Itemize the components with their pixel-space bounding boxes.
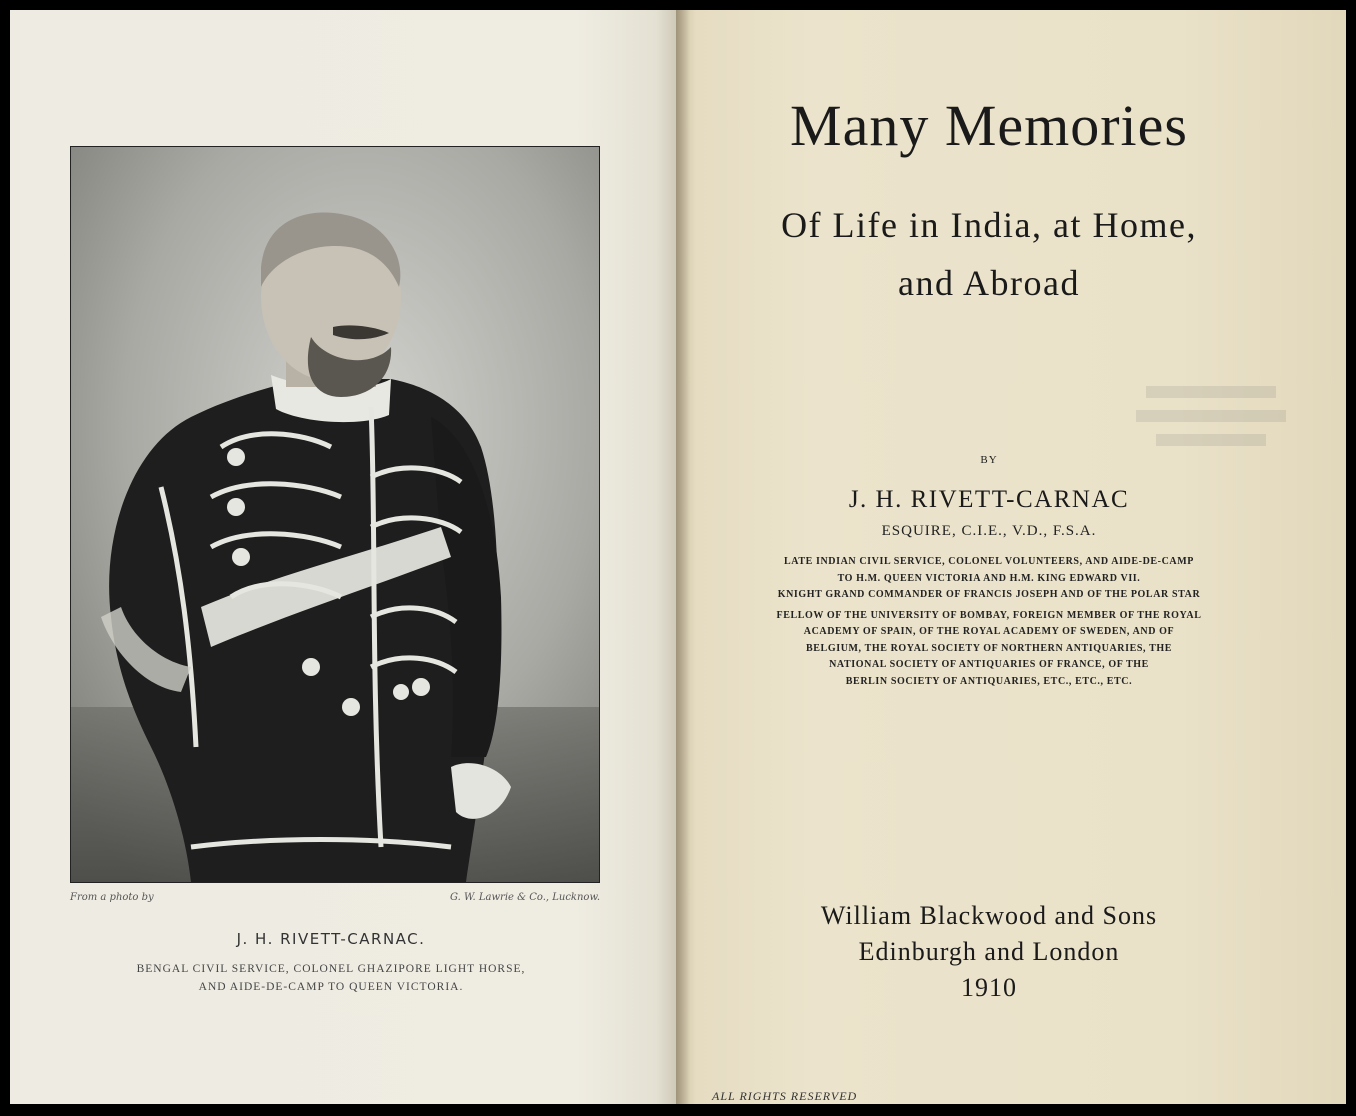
author-name: J. H. RIVETT-CARNAC [848, 486, 1130, 513]
caption-line: BENGAL CIVIL SERVICE, COLONEL GHAZIPORE LIGHT HORSE, [136, 963, 526, 975]
portrait-caption-name: J. H. RIVETT-CARNAC. [236, 930, 426, 948]
photo-credit-left: From a photo by [70, 892, 154, 903]
title-page [676, 10, 1346, 1104]
bio-line: BERLIN SOCIETY OF ANTIQUARIES, ETC., ETC., ETC. [845, 675, 1133, 687]
book-title: Many Memories [790, 93, 1188, 158]
frontispiece-page [10, 10, 676, 1104]
publication-year: 1910 [961, 973, 1017, 1002]
publisher-location: Edinburgh and London [858, 937, 1120, 966]
portrait-caption-description [10, 960, 652, 996]
subtitle-line: and Abroad [898, 263, 1080, 303]
bio-line: BELGIUM, THE ROYAL SOCIETY OF NORTHERN ANTIQUARIES, THE [806, 642, 1172, 654]
subtitle-line: Of Life in India, at Home, [781, 205, 1197, 245]
bio-line: KNIGHT GRAND COMMANDER OF FRANCIS JOSEPH AND OF THE POLAR STAR [777, 589, 1201, 600]
bio-line: ACADEMY OF SPAIN, OF THE ROYAL ACADEMY OF SWEDEN, AND OF [803, 626, 1175, 637]
bio-line: NATIONAL SOCIETY OF ANTIQUARIES OF FRANCE, OF THE [829, 659, 1149, 670]
caption-line: AND AIDE-DE-CAMP TO QUEEN VICTORIA. [198, 981, 464, 993]
book-spread [10, 10, 1346, 1104]
bio-line: TO H.M. QUEEN VICTORIA AND H.M. KING EDWARD VII. [837, 572, 1141, 584]
photo-credit-right: G. W. Lawrie & Co., Lucknow. [450, 892, 600, 903]
bleed-through-stamp [1136, 376, 1286, 466]
by-label: BY [980, 454, 998, 466]
author-honours: ESQUIRE, C.I.E., V.D., F.S.A. [881, 523, 1097, 539]
bio-line: LATE INDIAN CIVIL SERVICE, COLONEL VOLUNTEERS, AND AIDE-DE-CAMP [783, 556, 1194, 567]
publisher-imprint [676, 898, 1302, 1006]
author-biography [676, 554, 1302, 690]
publisher-name: William Blackwood and Sons [820, 901, 1158, 930]
book-subtitle [676, 196, 1302, 312]
portrait-photograph [70, 146, 600, 883]
bio-line: FELLOW OF THE UNIVERSITY OF BOMBAY, FOREIGN MEMBER OF THE ROYAL [776, 609, 1202, 621]
rights-notice: ALL RIGHTS RESERVED [712, 1089, 858, 1103]
